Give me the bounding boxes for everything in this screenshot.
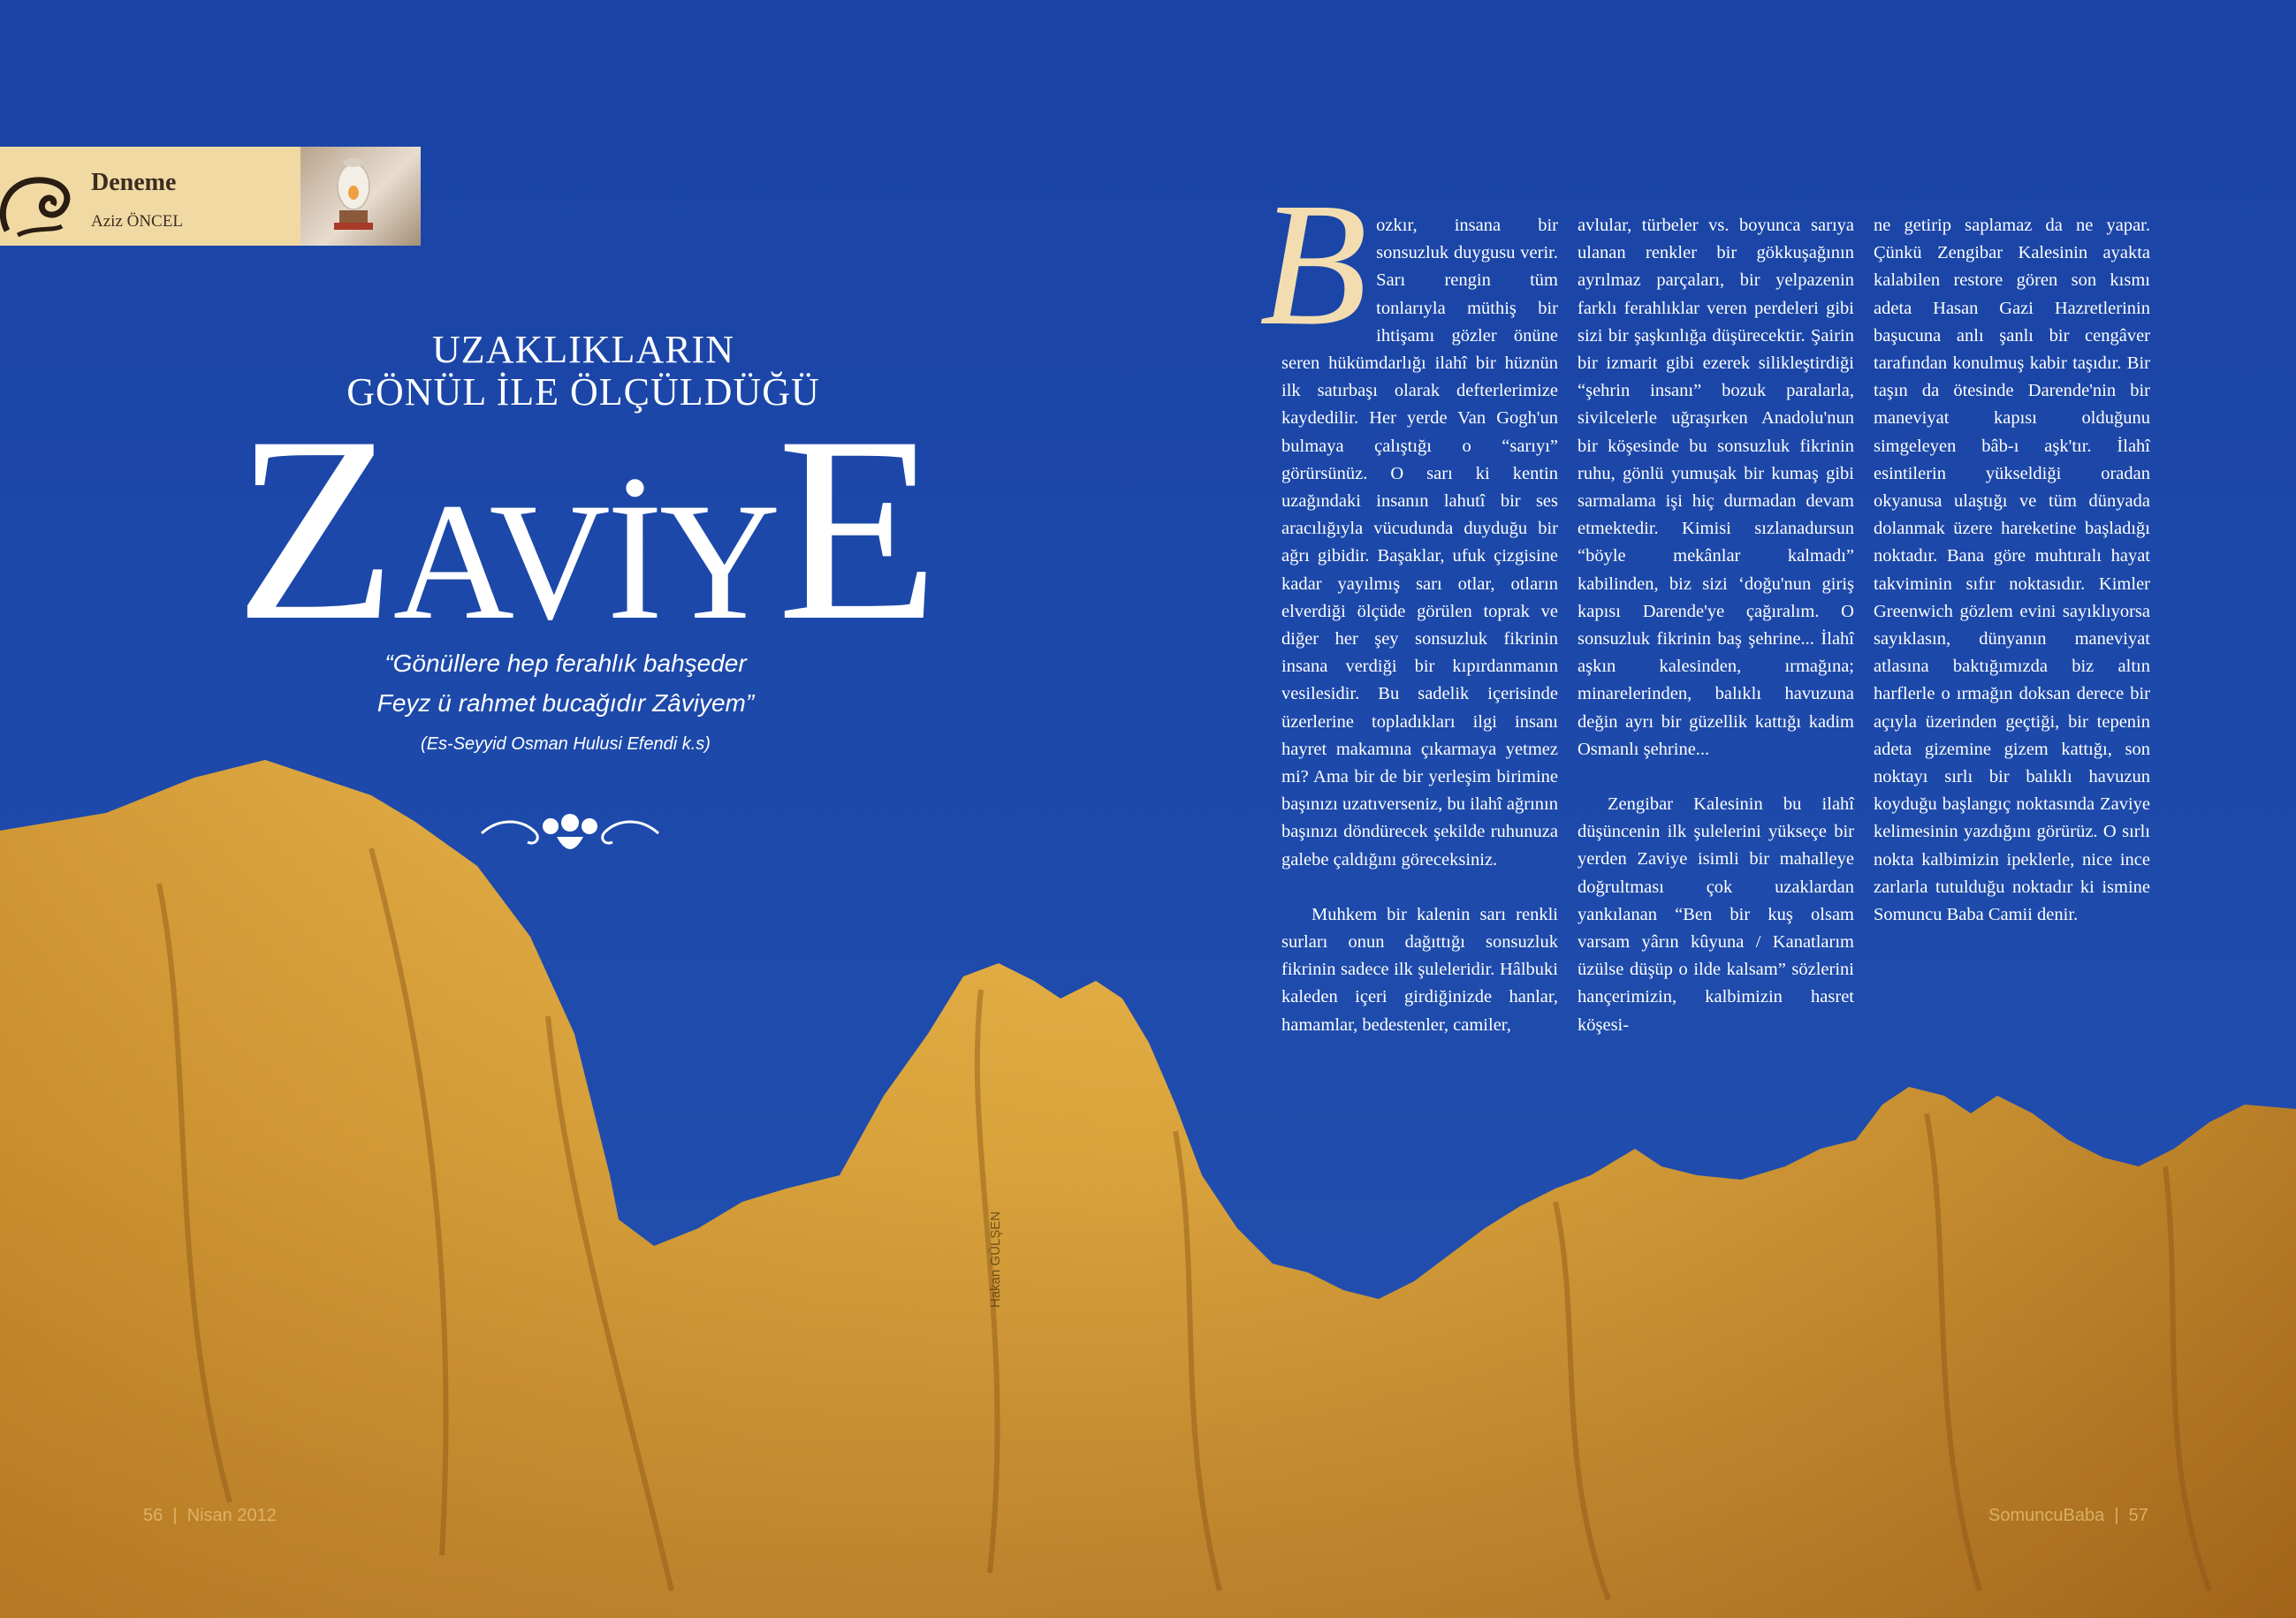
epigraph-source: (Es-Seyyid Osman Hulusi Efendi k.s): [421, 734, 711, 754]
epigraph-line-1: “Gönüllere hep ferahlık bahşeder: [384, 649, 747, 677]
title-final: E: [777, 382, 936, 675]
article-column-3: [1874, 212, 2150, 956]
ornament-divider-icon: [473, 800, 667, 862]
flourish-ornament-icon: [0, 147, 88, 246]
oil-lamp-icon: [300, 147, 421, 246]
article-column-2: [1578, 212, 1854, 1067]
epigraph-line-2: Feyz ü rahmet bucağıdır Zâviyem”: [376, 689, 755, 717]
title-initial: Z: [234, 382, 393, 675]
category-title: Deneme: [91, 169, 177, 196]
paragraph: Muhkem bir kalenin sarı renkli surları onun dağıttığı sonsuzluk fikrinin sadece ilk şuleleridir. Hâlbuki kaleden içeri girdiğinizde hanlar, hamamlar, bedestenler, camiler,: [1281, 904, 1558, 1035]
issue-date: Nisan 2012: [186, 1506, 277, 1525]
author-name: Aziz ÖNCEL: [91, 212, 183, 231]
oil-lamp-photo: [300, 147, 421, 246]
page-number-left: 56: [143, 1506, 163, 1525]
article-column-1: [1259, 167, 1558, 1067]
paragraph: [1259, 167, 1558, 874]
title-middle: AVİY: [392, 469, 778, 655]
magazine-name: SomuncuBaba: [1988, 1506, 2105, 1525]
kicker-line-2: GÖNÜL İLE ÖLÇÜLDÜĞÜ: [346, 370, 820, 414]
folio-right: SomuncuBaba | 57: [1988, 1506, 2148, 1525]
photo-credit: Hakan GÜLŞEN: [988, 1211, 1003, 1308]
paragraph: avlular, türbeler vs. boyunca sarıya ulanan renkler bir gökkuşağının ayrılmaz parçaları, bir yelpazenin farklı ferahlıklar veren perdeleri gibi sizi bir şaşkınlığa düşürecektir. Şairin bir izmarit gibi ezerek silikleştirdiği “şehrin insanı” bozuk paralarla, sivilcelerle uğraşırken Anadolu'nun bir köşesinde bu sonsuzluk fikrinin ruhu, gönlü yumuşak bir kumaş gibi sarmalama işi hiç durmadan devam etmektedir. Kimisi sızlanadursun “böyle mekânlar kalmadı” kabilinden, biz sizi ‘doğu'nun giriş kapısı Darende'ye çağıralım. O sonsuzluk fikrinin baş şehrine... İlahî aşkın kalesinden, ırmağına; minarelerinden, balıklı havuzuna değin ayrı bir güzellik kattığı kadim Osmanlı şehrine...: [1578, 216, 1854, 759]
paragraph: Zengibar Kalesinin bu ilahî düşüncenin ilk şulelerini yükseçe bir yerden Zaviye isimli bir mahalleye doğrultması çok uzaklardan yankılanan “Ben bir kuş olsam varsam yârın kûyuna / Kanatlarım üzülse düşüp o ilde kalsam” sözlerini hançerimizin, kalbimizin hasret köşesi-: [1578, 794, 1854, 1035]
paragraph-text: ozkır, insana bir sonsuzluk duygusu verir. Sarı rengin tüm tonlarıyla müthiş bir ihtişamı gözler önüne seren hükümdarlığı ilahî bir hüznün ilk satırbaşı olarak defterlerimize kaydedilir. Her yerde Van Gogh'un bulmaya çalıştığı o “sarıyı” görürsünüz. O sarı ki kentin uzağındaki insanın lahutî bir ses aracılığıyla vücudunda duyduğu bir ağrı gibidir. Başaklar, ufuk çizgisine kadar yayılmış sarı otlar, otların elverdiği ölçüde görülen toprak ve diğer her şey sonsuzluk fikrinin insana verdiği bir kıpırdanmanın vesilesidir. Bu sadelik içerisinde üzerlerine topladıkları ilgi insanı hayret makamına çıkarmaya yetmez mi? Ama bir de bir yerleşim birimine başınızı uzatıverseniz, bu ilahî ağrının başınızı döndürecek şekilde ruhunuza galebe çaldığını göreceksiniz.: [1281, 216, 1558, 870]
dropcap: B: [1259, 167, 1368, 362]
paragraph: ne getirip saplamaz da ne yapar. Çünkü Zengibar Kalesinin ayakta kalabilen restore gören son kısmı adeta Hasan Gazi Hazretlerinin başucuna anlı şanlı bir cengâver tarafından konulmuş kabir taşıdır. Bir taşın da ötesinde Darende'nin bir maneviyat kapısı olduğunu simgeleyen bâb-ı aşk'tır. İlahî esintilerin yükseldiği oradan okyanusa ulaştığı ve tüm dünyada dolanmak üzere hareketine başladığı noktadır. Bana göre muhtıralı hayat takviminin sıfır noktasıdır. Kimler Greenwich gözlem evini sayıklıyorsa sayıklasın, dünyanın maneviyat atlasına baktığımızda biz altın harflerle o ırmağın doksan derece bir açıyla üzerinden geçtiği, bir tepenin adeta gizemine gizem kattığı, son noktayı sırlı bir balıklı havuzun koyduğu başlangıç noktasında Zaviye kelimesinin yazdığını görürüz. O sırlı nokta kalbimizin ipeklerle, nice ince zarlarla tutulduğu noktadır ki ismine Somuncu Baba Camii denir.: [1874, 216, 2150, 925]
folio-left: 56 | Nisan 2012: [143, 1506, 277, 1525]
page-number-right: 57: [2128, 1506, 2148, 1525]
kicker-line-1: UZAKLIKLARIN: [432, 328, 734, 371]
